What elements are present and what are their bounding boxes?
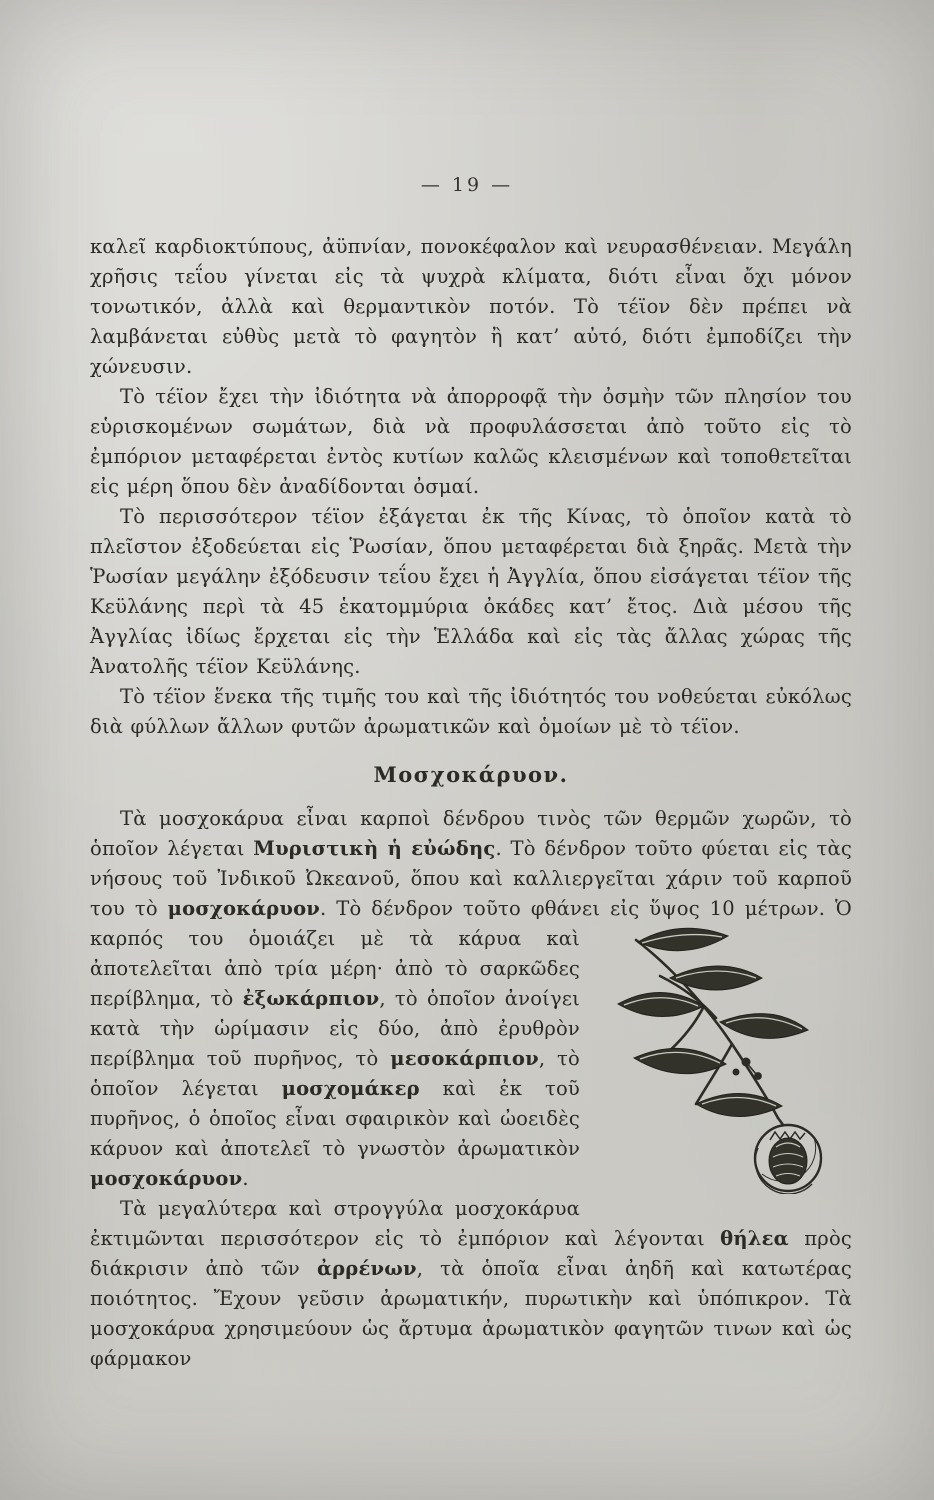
paragraph	[90, 682, 852, 742]
emphasis-text: μοσχομάκερ	[281, 1077, 420, 1100]
page-number: — 19 —	[420, 174, 514, 196]
paragraph	[90, 1194, 852, 1374]
body-text: Τὰ μοσχοκάρυα εἶναι καρποὶ δένδρου τινὸς τῶν θερμῶν χωρῶν, τὸ ὁποῖον λέγεται	[90, 807, 852, 860]
body-text: , τὸ ὁποῖον λέγεται	[90, 1047, 580, 1100]
emphasis-text: μοσχοκάρυον	[90, 1167, 243, 1190]
emphasis-text: Μυριστικὴ ἡ εὐώδης	[253, 837, 496, 860]
body-text: Τὸ τέϊον ἔχει τὴν ἰδιότητα νὰ ἀπορροφᾷ τὴν ὀσμὴν τῶν πλησίον του εὑρισκομένων σωμάτων, διὰ νὰ προφυλάσσεται ἀπὸ τοῦτο εἰς τὸ ἐμπόριον μεταφέρεται ἐντὸς κυτίων καλῶς κλεισμένων καὶ τοποθετεῖται εἰς μέρη ὅπου δὲν ἀναδίδονται ὀσμαί.	[90, 385, 852, 498]
section-heading: Μοσχοκάρυον.	[373, 762, 569, 787]
nutmeg-branch-drawing	[600, 926, 852, 1194]
emphasis-text: ἐξωκάρπιον	[242, 987, 380, 1010]
paragraph	[90, 502, 852, 682]
emphasis-text: μεσοκάρπιον	[390, 1047, 539, 1070]
body-text: Τὸ τέϊον ἕνεκα τῆς τιμῆς του καὶ τῆς ἰδιότητός του νοθεύεται εὐκόλως διὰ φύλλων ἄλλων φυτῶν ἀρωματικῶν καὶ ὁμοίων μὲ τὸ τέϊον.	[90, 685, 852, 738]
body-text: Τὰ μεγαλύτερα καὶ στρογγύλα μοσχοκάρυα ἐκτιμῶνται περισσότερον εἰς τὸ ἐμπόριον καὶ λέγονται	[90, 1197, 721, 1250]
paragraph	[90, 804, 852, 1194]
body-text: , τὸ ὁποῖον ἀνοίγει κατὰ τὴν ὡρίμασιν εἰς δύο, ἀπὸ ἐρυθρὸν περίβλημα τοῦ πυρῆνος, τὸ	[90, 987, 581, 1070]
paragraph	[90, 382, 852, 502]
body-text: .	[242, 1167, 249, 1190]
text-column	[90, 232, 852, 1374]
emphasis-text: ἀρρένων	[316, 1257, 417, 1280]
nutmeg-branch-illustration	[600, 926, 852, 1194]
body-text: . Τὸ δένδρον τοῦτο φύεται εἰς τὰς νήσους τοῦ Ἰνδικοῦ Ὠκεανοῦ, ὅπου καὶ καλλιεργεῖται χάριν τοῦ καρποῦ του τὸ	[90, 837, 852, 920]
body-text: . Τὸ δένδρον τοῦτο φθάνει εἰς ὕψος 10	[320, 897, 745, 920]
body-text: Τὸ περισσότερον τέϊον ἐξάγεται ἐκ τῆς Κίνας, τὸ ὁποῖον κατὰ τὸ πλεῖστον ἐξοδεύεται εἰς Ῥωσίαν, ὅπου μεταφέρεται διὰ ξηρᾶς. Μετὰ τὴν Ῥωσίαν μεγάλην ἐξόδευσιν τεΐου ἔχει ἡ Ἀγγλία, ὅπου εἰσάγεται τέϊον τῆς Κεϋλάνης περὶ τὰ 45 ἑκατομμύρια ὀκάδες κατ’ ἔτος. Διὰ μέσου τῆς Ἀγγλίας ἰδίως ἔρχεται εἰς τὴν Ἑλλάδα καὶ εἰς τὰς ἄλλας χώρας τῆς Ἀνατολῆς τέϊον Κεϋλάνης.	[90, 505, 852, 678]
body-text: μέτρων. Ὁ καρπός του ὁμοιάζει μὲ τὰ κάρυα καὶ ἀποτελεῖται ἀπὸ τρία μέρη· ἀπὸ τὸ σαρκῶδες περίβλημα, τὸ	[90, 897, 852, 1010]
emphasis-text: θήλεα	[720, 1227, 789, 1250]
body-text: καλεῖ καρδιοκτύπους, ἀϋπνίαν, πονοκέφαλον καὶ νευρασθένειαν. Μεγάλη χρῆσις τεΐου γίνεται εἰς τὰ ψυχρὰ κλίματα, διότι εἶναι ὄχι μόνον τονωτικόν, ἀλλὰ καὶ θερμαντικὸν ποτόν. Τὸ τέϊον δὲν πρέπει νὰ λαμβάνεται εὐθὺς μετὰ τὸ φαγητὸν ἢ κατ’ αὐτό, διότι ἐμποδίζει τὴν χώνευσιν.	[90, 235, 852, 378]
paragraph	[90, 232, 852, 382]
body-text: πρὸς διάκρισιν ἀπὸ τῶν	[90, 1227, 853, 1280]
body-text: καὶ ἐκ τοῦ πυρῆνος, ὁ ὁποῖος εἶναι σφαιρικὸν καὶ ὠοειδὲς κάρυον καὶ ἀποτελεῖ τὸ γνωστὸν ἀρωματικὸν	[90, 1077, 580, 1160]
emphasis-text: μοσχοκάρυον	[167, 897, 321, 920]
body-text: , τὰ ὁποῖα εἶναι ἀηδῆ καὶ κατωτέρας ποιότητος. Ἔχουν γεῦσιν ἀρωματικήν, πυρωτικὴν καὶ ὑπόπικρον. Τὰ μοσχοκάρυα χρησιμεύουν ὡς ἄρτυμα ἀρωματικὸν φαγητῶν τινων καὶ ὡς φάρμακον	[90, 1257, 853, 1370]
